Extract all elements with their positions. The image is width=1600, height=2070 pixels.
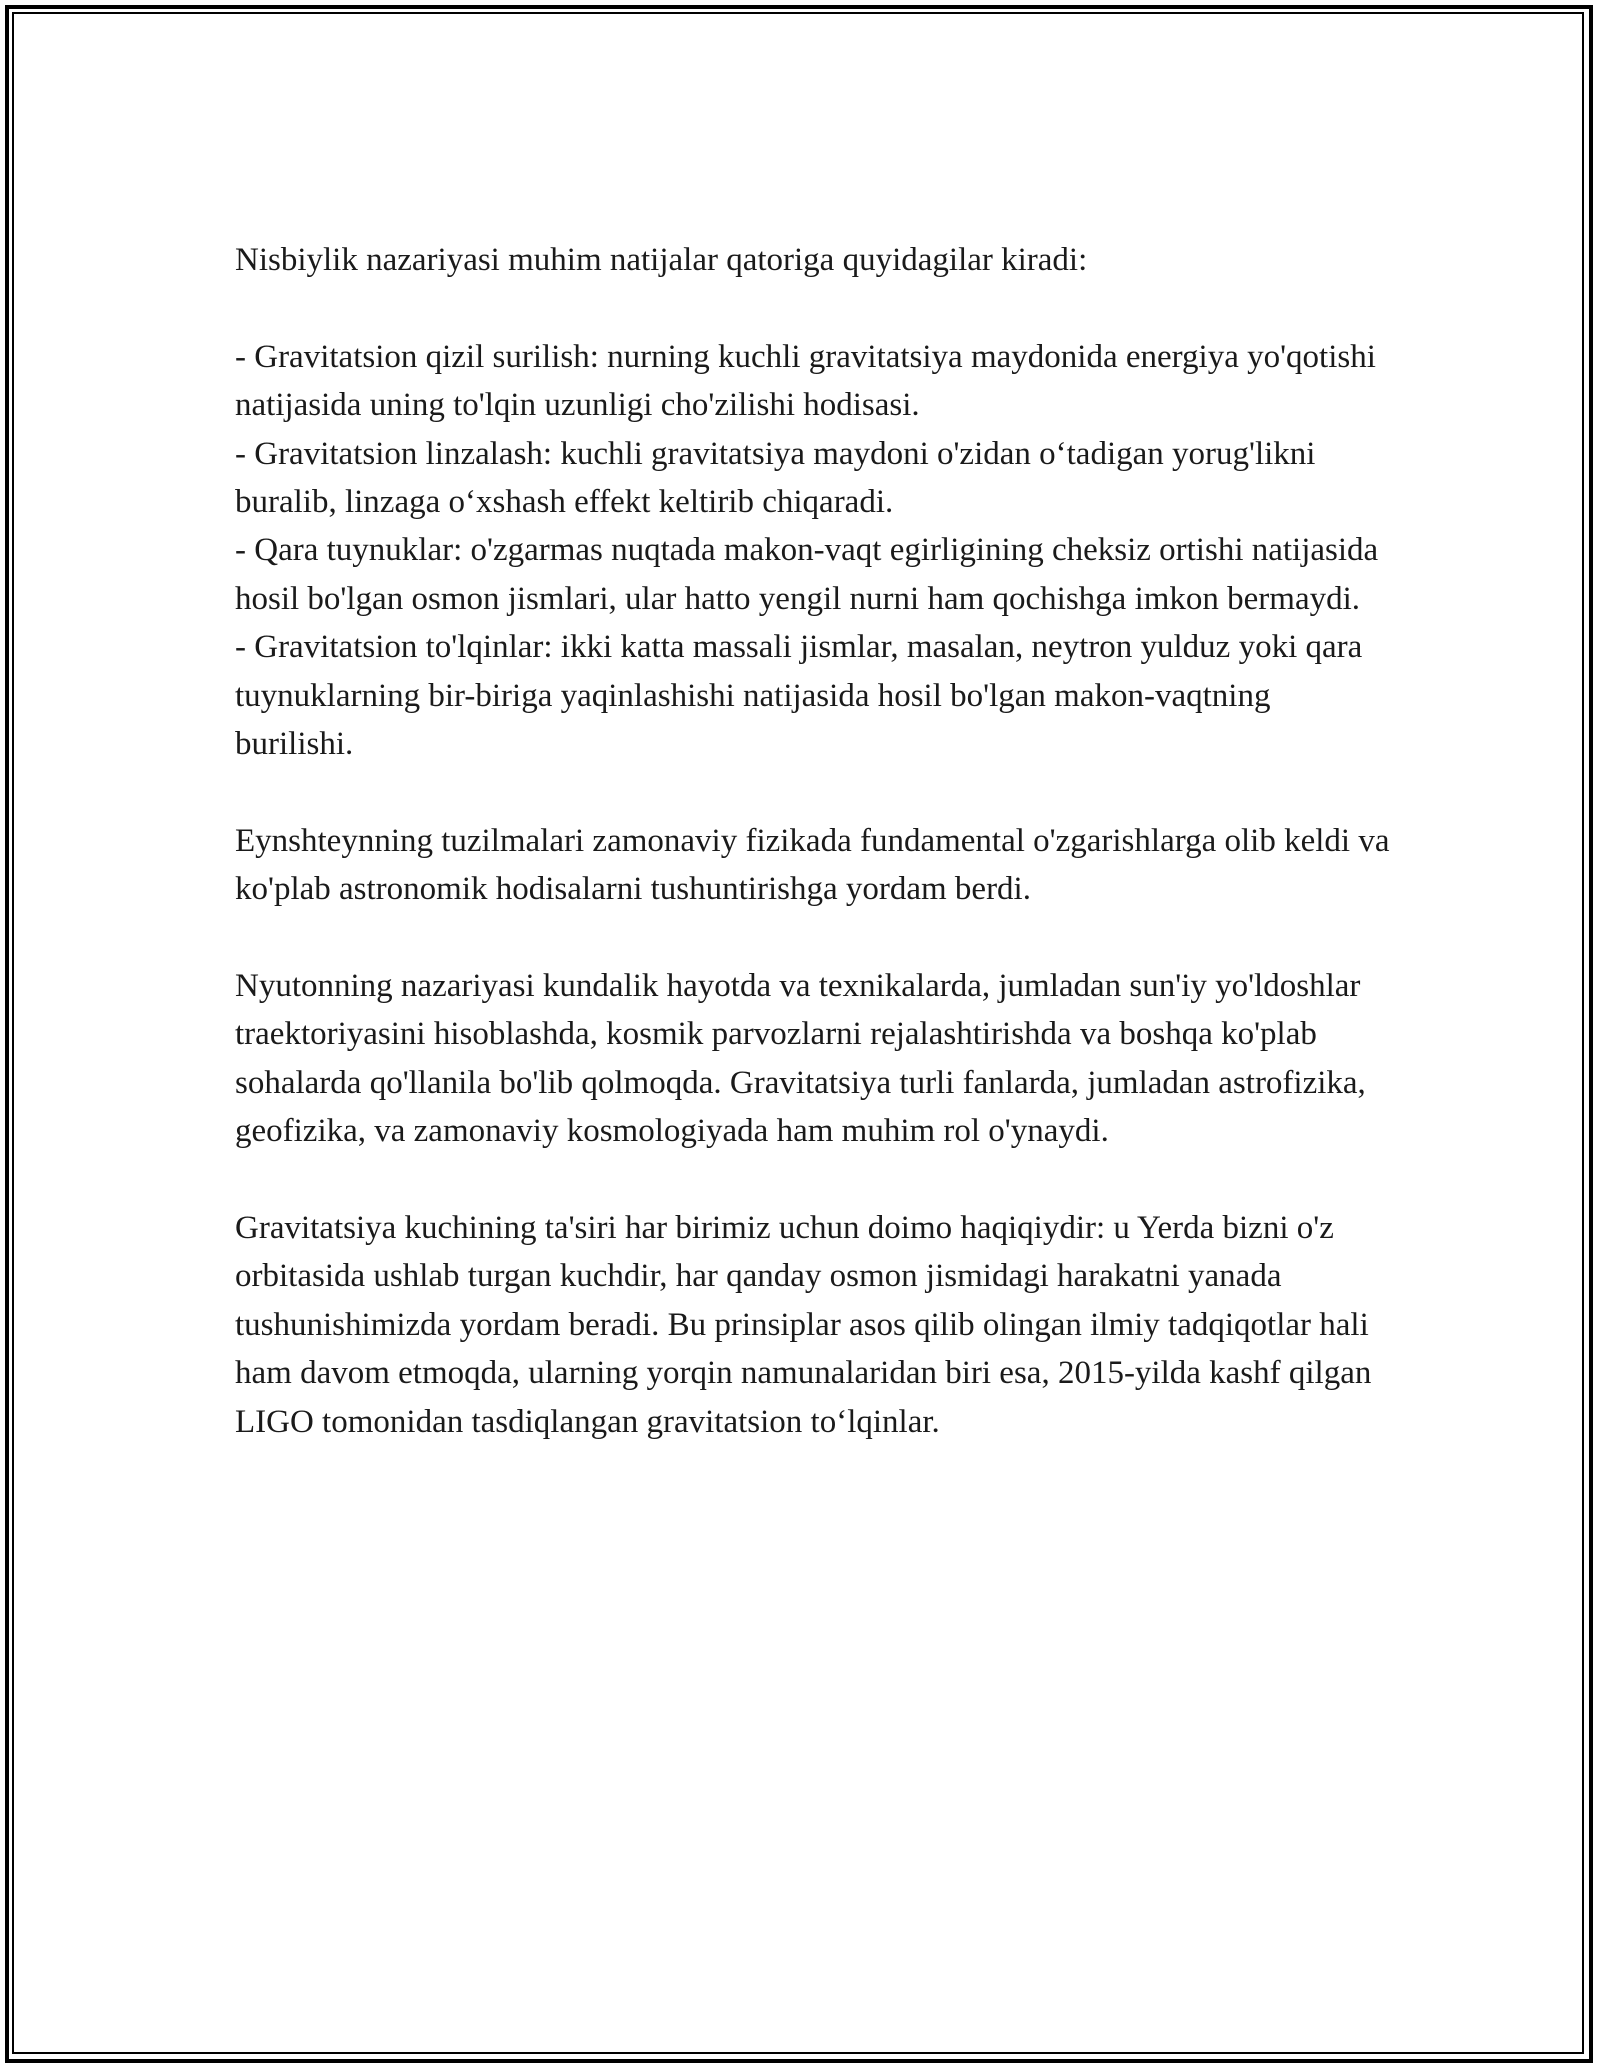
list-item-gravitational-waves: - Gravitatsion to'lqinlar: ikki katta massali jismlar, masalan, neytron yulduz yoki qara tuynuklarning bir-biriga yaqinlashishi natijasida hosil bo'lgan makon-vaqtning burilishi. [235, 629, 1363, 763]
list-item-lensing: - Gravitatsion linzalash: kuchli gravitatsiya maydoni o'zidan o‘tadigan yorug'likni buralib, linzaga o‘xshash effekt keltirib chiqaradi. [235, 435, 1316, 521]
einstein-paragraph: Eynshteynning tuzilmalari zamonaviy fizikada fundamental o'zgarishlarga olib keldi va ko'plab astronomik hodisalarni tushuntirishga yordam berdi. [235, 822, 1390, 908]
document-body [235, 236, 1395, 1446]
paragraph-gap [235, 284, 1395, 332]
list-item-redshift: - Gravitatsion qizil surilish: nurning kuchli gravitatsiya maydonida energiya yo'qotishi natijasida uning to'lqin uzunligi cho'zilishi hodisasi. [235, 338, 1376, 424]
paragraph-gap [235, 1156, 1395, 1204]
gravity-paragraph: Gravitatsiya kuchining ta'siri har birimiz uchun doimo haqiqiydir: u Yerda bizni o'z orbitasida ushlab turgan kuchdir, har qanday osmon jismidagi harakatni yanada tushunishimizda yordam beradi. Bu prinsiplar asos qilib olingan ilmiy tadqiqotlar hali ham davom etmoqda, ularning yorqin namunalaridan biri esa, 2015-yilda kashf qilgan LIGO tomonidan tasdiqlangan gravitatsion to‘lqinlar. [235, 1210, 1372, 1440]
intro-paragraph: Nisbiylik nazariyasi muhim natijalar qatoriga quyidagilar kiradi: [235, 242, 1088, 278]
paragraph-gap [235, 914, 1395, 962]
paragraph-gap [235, 768, 1395, 816]
newton-paragraph: Nyutonning nazariyasi kundalik hayotda va texnikalarda, jumladan sun'iy yo'ldoshlar traektoriyasini hisoblashda, kosmik parvozlarni rejalashtirishda va boshqa ko'plab sohalarda qo'llanila bo'lib qolmoqda. Gravitatsiya turli fanlarda, jumladan astrofizika, geofizika, va zamonaviy kosmologiyada ham muhim rol o'ynaydi. [235, 968, 1366, 1150]
list-item-black-holes: - Qara tuynuklar: o'zgarmas nuqtada makon-vaqt egirligining cheksiz ortishi natijasida hosil bo'lgan osmon jismlari, ular hatto yengil nurni ham qochishga imkon bermaydi. [235, 532, 1379, 617]
